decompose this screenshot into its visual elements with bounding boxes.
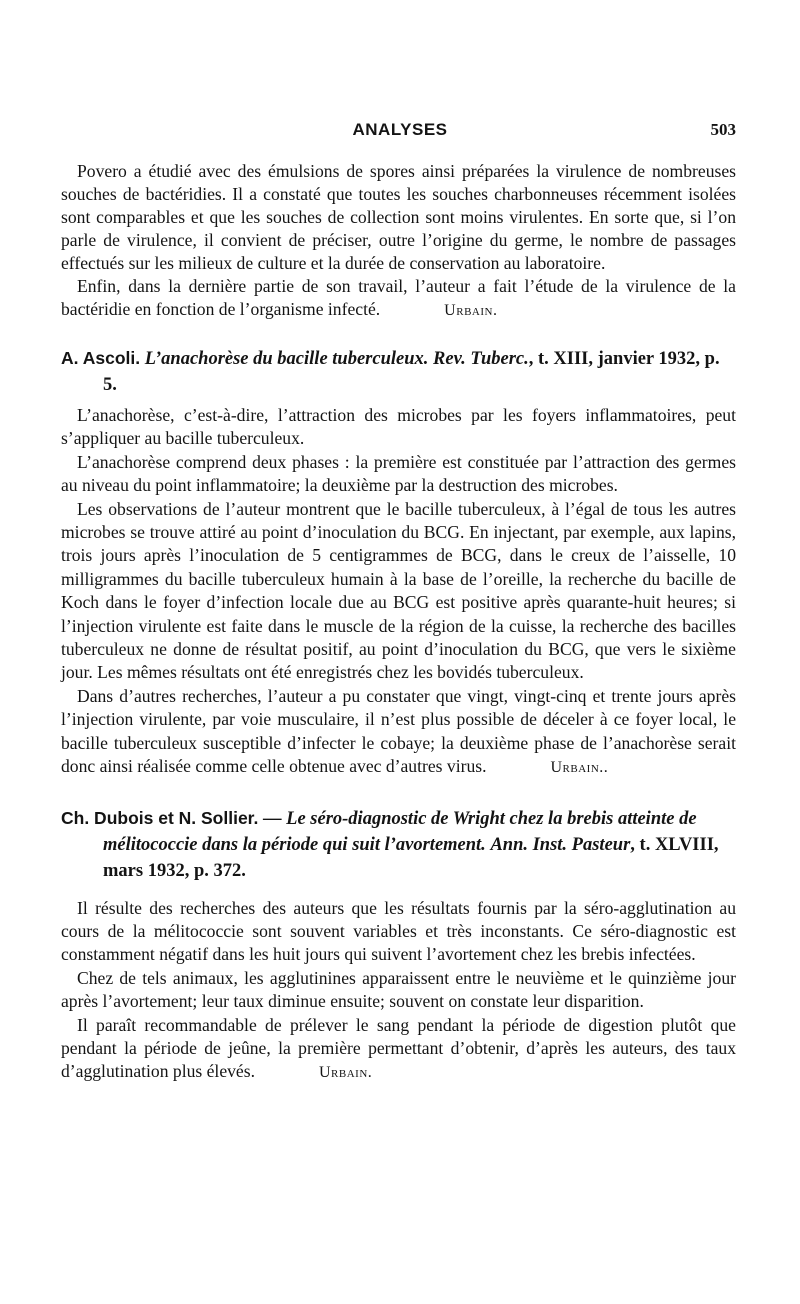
review-paragraph: L’anachorèse comprend deux phases : la première est constituée par l’attraction des germes au niveau du point inflammatoire; la deuxième par la destruction des microbes.: [61, 451, 736, 496]
page-body: [61, 160, 736, 1085]
review-paragraph: Les observations de l’auteur montrent que le bacille tuberculeux, à l’égal de tous les autres microbes se trouve attiré au point d’inoculation du BCG. En injectant, par exemple, aux lapins, trois jours après l’inoculation de 5 centigrammes de BCG, dans le creux de l’aisselle, 10 milligrammes du bacille tuberculeux humain à la base de l’oreille, la recherche du bacille de Koch dans le foyer d’infection locale due au BCG est positive après quarante-huit heures; si l’injection virulente est faite dans le muscle de la région de la cuisse, la recherche des bacilles tuberculeux ne donne de résultat positif, au point d’inoculation du BCG, que vers le sixième jour. Les mêmes résultats ont été enregistrés chez les bovidés tuberculeux.: [61, 498, 736, 683]
article-title: Le séro-diagnostic de Wright chez la brebis atteinte de mélitococcie dans la période qui suit l’avortement.: [103, 808, 697, 855]
review-ascoli: [61, 345, 736, 780]
article-heading: [61, 805, 736, 884]
review-paragraph: [61, 275, 736, 322]
reviewer-signature: Urbain.: [318, 1064, 373, 1082]
review-paragraph: L’anachorèse, c’est-à-dire, l’attraction des microbes par les foyers inflammatoires, peut s’appliquer au bacille tuberculeux.: [61, 405, 736, 449]
page-header: [0, 118, 800, 144]
article-heading: [61, 345, 736, 398]
review-paragraph: Il résulte des recherches des auteurs que les résultats fournis par la séro-agglutination au cours de la mélitococcie sont souvent variables et très inconstants. Ce séro-diagnostic est constamment négatif dans les huit jours qui suivent l’avortement chez les brebis infectées.: [61, 897, 736, 965]
review-paragraph: [61, 1014, 736, 1085]
page-number: 503: [710, 120, 736, 139]
heading-dash: —: [258, 808, 287, 829]
article-authors: A. Ascoli.: [61, 348, 141, 368]
paragraph-text: Enfin, dans la dernière partie de son travail, l’auteur a fait l’étude de la virulence de la bactéridie en fonction de l’organisme infecté.: [61, 276, 736, 319]
reviewer-signature: Urbain..: [550, 759, 609, 777]
citation: , t. XIII, janvier 1932, p. 5.: [103, 349, 720, 395]
review-paragraph: Chez de tels animaux, les agglutinines apparaissent entre le neuvième et le quinzième jour après l’avortement; leur taux diminue ensuite; souvent on constate leur disparition.: [61, 967, 736, 1012]
review-povero-continued: [61, 160, 736, 322]
review-paragraph: [61, 685, 736, 780]
article-title: L’anachorèse du bacille tuberculeux.: [144, 349, 429, 369]
article-authors: Ch. Dubois et N. Sollier.: [61, 807, 259, 828]
running-head: ANALYSES: [352, 120, 448, 139]
citation: , t. XLVIII, mars 1932, p. 372.: [103, 834, 719, 881]
paragraph-text: Il paraît recommandable de prélever le sang pendant la période de digestion plutôt que pendant la période de jeûne, la première permettant d’obtenir, d’après les auteurs, des taux d’agglutination plus élevés.: [61, 1014, 736, 1082]
reviewer-signature: Urbain.: [444, 302, 498, 319]
review-dubois-sollier: [61, 805, 736, 1085]
paragraph-text: Dans d’autres recherches, l’auteur a pu constater que vingt, vingt-cinq et trente jours après l’injection virulente, par voie musculaire, il n’est plus possible de déceler à ce foyer local, le bacille tuberculeux susceptible d’infecter le cobaye; la deuxième phase de l’anachorèse serait donc ainsi réalisée comme celle obtenue avec d’autres virus.: [61, 685, 736, 777]
review-paragraph: Povero a étudié avec des émulsions de spores ainsi préparées la virulence de nombreuses souches de bactéridies. Il a constaté que toutes les souches charbonneuses récemment isolées sont comparables et que les souches de collection sont moins virulentes. En sorte que, si l’on parle de virulence, il convient de préciser, outre l’origine du germe, le nombre de passages effectués sur les milieux de culture et la durée de conservation au laboratoire.: [61, 161, 736, 273]
journal-name: Rev. Tuberc.: [433, 349, 529, 369]
journal-name: Ann. Inst. Pasteur: [490, 834, 631, 855]
